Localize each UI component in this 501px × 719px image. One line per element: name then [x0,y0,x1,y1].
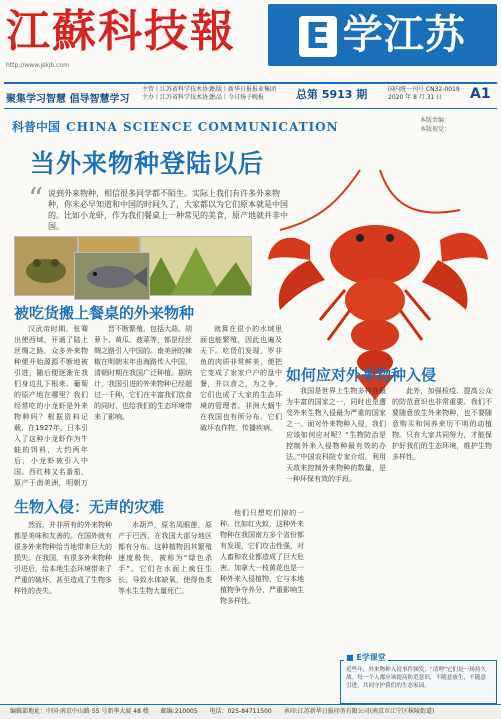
column-4: 然而，并非所有的外来物种都是美味和友善的。在国外就有很多外来物种给当地带来巨大的损失。在我国，有很多外来物种引进后，给本地生态环境带来了严重的破坏，甚至造成了生物多样性的丧失。 [14,521,112,595]
publisher-line-2: 出品丨今日扬子晚报 [210,94,265,101]
header-divider [4,108,497,109]
e-classroom-text: 近些年，外来物种入侵事件频发，“清理”它们是一场持久战。每一个人都应该提高防范意识，不随意放生，不随意引进，共同守护我们的生态家园。 [346,667,487,689]
photo-plants [140,236,252,296]
editor-line-2: 本版视觉： [420,126,451,133]
crayfish-icon [250,150,500,400]
crayfish-illustration [250,150,500,400]
publisher-line-1: 出版丨新华日报报业集团 [210,86,277,93]
edition-banner [268,4,497,66]
footer-address: 编辑部地址：中国·南京中山路 55 号新华大厦 48 楼 [10,708,149,715]
footer-phone: 电话：025-84711500 [209,708,272,715]
column-7: 我国是世界上生物多样性最为丰富的国家之一，同时也是遭受外来生物入侵最为严重的国家之一。面对外来物种入侵，我们应该如何应对呢？“生物防治是控制外来入侵物种最有效的办法。”中国农科院专家介绍，利用天敌来控制外来物种的数量，是一种环保有效的手段。 [286,387,386,483]
e-classroom-title: ■ E学课堂 [346,653,386,662]
edition-name: 学江苏 [342,12,466,58]
section-title [12,118,339,135]
newspaper-logo: 江蘇科技報 [6,6,236,57]
footer [0,704,501,719]
section-name-en: CHINA SCIENCE COMMUNICATION [66,120,339,134]
photo-fish [74,252,150,300]
editor-line-1: 本版责编： [420,117,451,124]
column-5: 水葫芦，原名凤眼莲，原产于巴西，在我国大部分地区都有分布。这种植物因其繁殖速度极快，被称为“绿色杀手”。它们在水面上疯狂生长，导致水体缺氧，使得鱼类等水生生物大量死亡。 [118,521,212,595]
headline: 当外来物种登陆以后 [30,149,265,178]
quote-icon: “ [28,182,44,217]
issue-details [388,86,460,102]
column-2: 晋不断繁殖，包括大蒜、胡萝卜、黄瓜、菠菜等，都是经丝绸之路引入中国的。南美洲的辣椒在明朝末年由海路传入中国，清朝时期在我国广泛种植。据统计，我国引进的外来物种已经超过一千种，它们在丰富我们饮食的同时，也给我们的生态环境带来了影响。 [94,325,192,421]
plant-icon [141,237,251,295]
column-3: 就算在很小的水域里面也能繁殖，因此也遍及天下。吃货们发现，罗非鱼的肉质非常鲜美，便把它变成了家家户户的盘中餐，并以食之，为之争，它们也成了大家的生态环境的管理者。非洲大蜗牛在我国也有所分布，它们破坏农作物，传播疾病。 [200,325,282,432]
subhead-1: 被吃货搬上餐桌的外来物种 [14,304,195,322]
issue-date: 2020 年 8 月 31 日 [388,94,443,101]
slogan: 聚集学习智慧 倡导智慧学习 [6,94,130,105]
frog-icon [15,237,77,295]
sponsor-line-2: 主办丨江苏省科学技术协会 [142,94,215,101]
fish-icon [75,253,149,299]
column-8: 此外，加强检疫、提高公众的防范意识也非常重要。我们不要随意放生外来物种，也不要随意购买和饲养来历不明的动植物。只有大家共同努力，才能保护好我们的生态环境，维护生物多样性。 [392,387,492,461]
subhead-3: 如何应对外来物种入侵 [286,366,437,384]
sponsor-line-1: 主管丨江苏省科学技术协会 [142,86,215,93]
section-name: 科普中国 [12,120,61,134]
lede-paragraph: 说到外来物种，相信很多同学都不陌生。实际上我们有许多外来物种，你未必早知道和中国的时间久了，大家都以为它们原本就是中国的。比如小龙虾，作为我们餐桌上一种常见的美食，原产地就并非中国。 [48,189,288,231]
edition-e-badge: E [299,16,337,57]
page-number: A1 [470,86,491,102]
column-1: 汉武帝时期，张骞出使西域，开通了陆上丝绸之路，众多外来物种便开始源源不断地被引进，随后便逐渐在我们身边扎下根来。葡萄的原产地在哪里？我们经常吃的小龙虾是外来物种吗？根据资料记载，在1927年，日本引入了这种小龙虾作为牛蛙的饵料，大约两年后，小龙虾被引入中国。西红柿又名番茄，原产于南美洲，明朝万 [14,325,88,487]
website-url[interactable]: http://www.jskjb.com [6,62,69,69]
issue-number: 总第 5913 期 [296,88,368,101]
subhead-2: 生物入侵：无声的灾难 [14,498,165,516]
column-6: 他们只想吃们掉的一种。比如红火蚁，这种外来物种在我国南方多个省份都有发现，它们攻击性强，对人畜和农业都造成了巨大危害。加拿大一枝黄花也是一种外来入侵植物，它与本地植物争夺养分，严重影响生物多样性。 [220,509,304,605]
cn-number: 国内统一刊号 CN32-0019 [388,86,460,93]
masthead-divider [4,82,497,84]
editor-credits [420,116,450,134]
footer-postcode: 邮编:210005 [160,708,198,715]
footer-printer: 承印:江苏新华日报印务有限公司(南京市江宁区秣陵街道) [283,708,435,715]
photo-frog [14,236,78,296]
